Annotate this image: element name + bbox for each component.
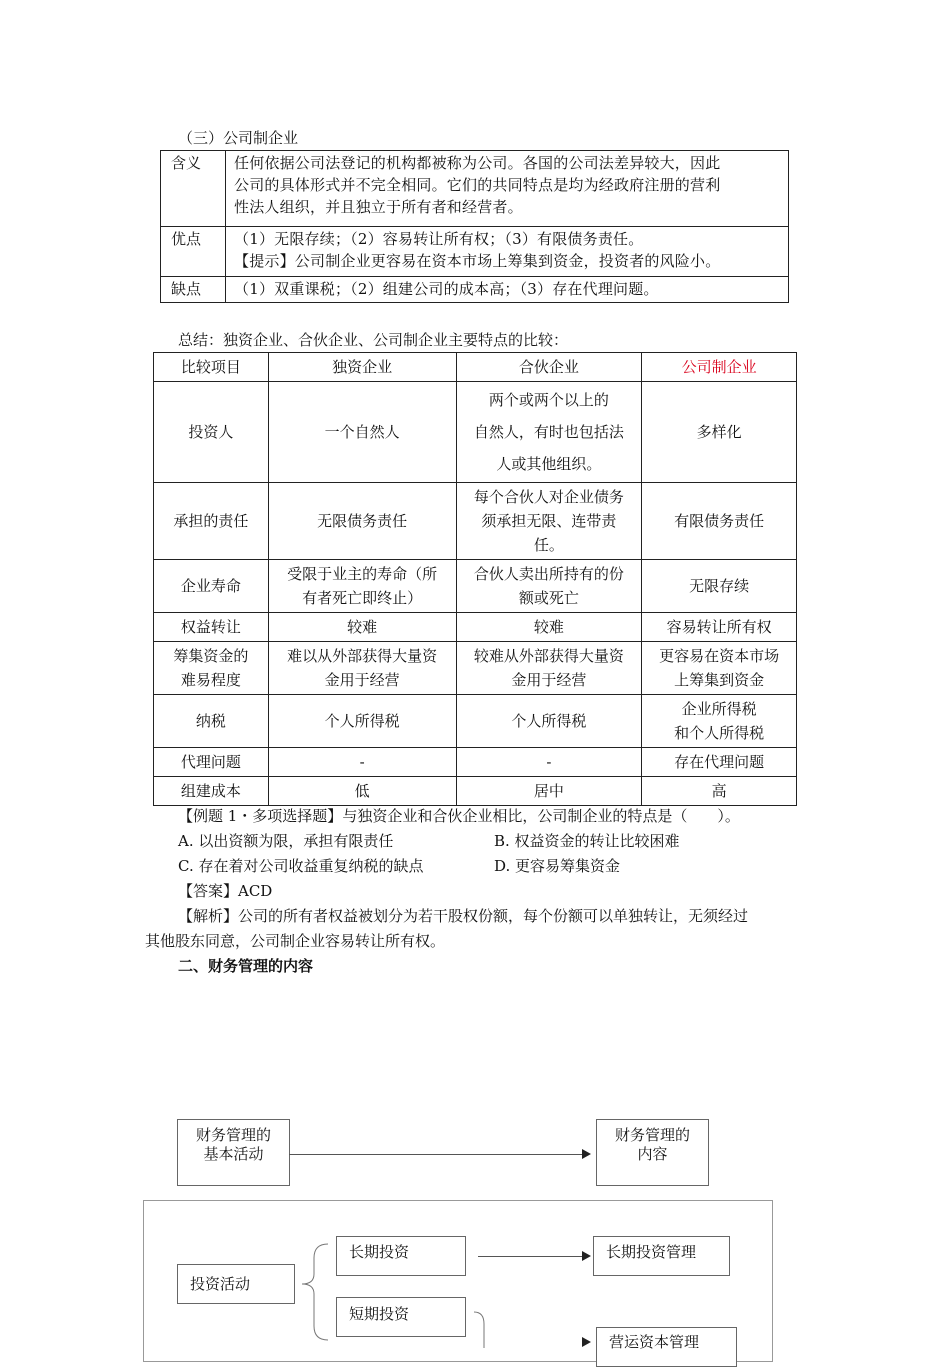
answer: 【答案】ACD — [178, 882, 273, 900]
option-b: B. 权益资金的转让比较困难 — [494, 832, 680, 850]
row-label-disadvantages: 缺点 — [161, 277, 226, 303]
cell-line: 个人所得税 — [511, 712, 587, 730]
box-basic-activity — [177, 1119, 290, 1186]
table-cell-sole — [268, 483, 456, 560]
cell-line: 金用于经营 — [324, 671, 400, 689]
box-text: 财务管理的 — [195, 1126, 271, 1144]
table-row — [154, 748, 797, 777]
cell-line: 企业寿命 — [180, 577, 241, 595]
table-cell-item — [154, 483, 269, 560]
cell-line: 存在代理问题 — [674, 753, 765, 771]
table-cell-partner — [456, 560, 642, 613]
text-line: 【提示】公司制企业更容易在资本市场上筹集到资金，投资者的风险小。 — [234, 252, 721, 270]
cell-line: 较难从外部获得大量资 — [473, 647, 624, 665]
cell-line: 难易程度 — [180, 671, 241, 689]
example-question: 【例题 1・多项选择题】与独资企业和合伙企业相比，公司制企业的特点是（ ）。 — [178, 807, 740, 825]
option-a: A. 以出资额为限，承担有限责任 — [178, 832, 394, 850]
cell-line: 须承担无限、连带责 — [481, 512, 617, 530]
cell-line: 有限债务责任 — [674, 512, 765, 530]
section2-title: 二、财务管理的内容 — [178, 957, 314, 975]
analysis-line-2: 其他股东同意，公司制企业容易转让所有权。 — [145, 932, 446, 950]
cell-line: 受限于业主的寿命（所 — [287, 565, 438, 583]
table-cell-corp — [642, 382, 797, 483]
option-d: D. 更容易筹集资金 — [494, 857, 621, 875]
box-short-term: 短期投资 — [336, 1297, 466, 1337]
cell-line: 承担的责任 — [173, 512, 249, 530]
company-table — [160, 150, 789, 303]
arrow-head-icon — [582, 1251, 591, 1261]
table-cell-partner — [456, 382, 642, 483]
text-line: 任何依据公司法登记的机构都被称为公司。各国的公司法差异较大，因此 — [234, 154, 721, 172]
comparison-table — [153, 352, 797, 806]
cell-line: 额或死亡 — [518, 589, 579, 607]
analysis-line-1: 【解析】公司的所有者权益被划分为若干股权份额，每个份额可以单独转让，无须经过 — [178, 907, 749, 925]
table-cell-sole — [268, 642, 456, 695]
box-long-term: 长期投资 — [336, 1236, 466, 1276]
box-text: 内容 — [637, 1145, 668, 1163]
table-row — [154, 777, 797, 806]
cell-line: 企业所得税 — [681, 700, 757, 718]
row-label-meaning: 含义 — [161, 151, 226, 227]
cell-line: 投资人 — [188, 423, 234, 441]
table-cell-sole — [268, 748, 456, 777]
box-working-capital: 营运资本管理 — [596, 1327, 737, 1367]
text-line: 性法人组织，并且独立于所有者和经营者。 — [234, 198, 523, 216]
cell-line: 组建成本 — [180, 782, 241, 800]
table-cell-item — [154, 642, 269, 695]
row-label-advantages: 优点 — [161, 227, 226, 277]
cell-line: 一个自然人 — [324, 423, 400, 441]
table-cell-sole — [268, 613, 456, 642]
table-row — [154, 613, 797, 642]
table-cell-item — [154, 382, 269, 483]
cell-line: 权益转让 — [180, 618, 241, 636]
arrow-line — [478, 1256, 586, 1257]
cell-line: 更容易在资本市场 — [659, 647, 780, 665]
summary-title: 总结：独资企业、合伙企业、公司制企业主要特点的比较： — [178, 331, 569, 349]
table-cell-item — [154, 695, 269, 748]
cell-line: 多样化 — [696, 423, 742, 441]
box-text: 基本活动 — [203, 1145, 264, 1163]
table-cell-sole — [268, 382, 456, 483]
header-cell-highlight: 公司制企业 — [642, 353, 797, 382]
cell-line: 无限债务责任 — [317, 512, 408, 530]
table-cell-item — [154, 613, 269, 642]
table-cell-sole — [268, 695, 456, 748]
cell-line: - — [546, 753, 552, 771]
cell-line: 和个人所得税 — [674, 724, 765, 742]
cell-line: 筹集资金的 — [173, 647, 249, 665]
cell-line: 无限存续 — [689, 577, 750, 595]
text-line: （1）双重课税；（2）组建公司的成本高；（3）存在代理问题。 — [234, 280, 659, 298]
cell-line: 上筹集到资金 — [674, 671, 765, 689]
arrow-head-icon — [582, 1149, 591, 1159]
table-cell-corp — [642, 748, 797, 777]
cell-line: 代理问题 — [180, 753, 241, 771]
text-line: （1）无限存续；（2）容易转让所有权；（3）有限债务责任。 — [234, 230, 644, 248]
table-cell-partner — [456, 777, 642, 806]
option-c: C. 存在着对公司收益重复纳税的缺点 — [178, 857, 424, 875]
cell-line: 任。 — [533, 536, 564, 554]
header-row — [154, 353, 797, 382]
section-title: （三）公司制企业 — [178, 129, 299, 147]
cell-line: 合伙人卖出所持有的份 — [473, 565, 624, 583]
table-row — [154, 642, 797, 695]
cell-line: - — [359, 753, 365, 771]
brace-icon — [296, 1240, 336, 1344]
brace-icon — [472, 1308, 492, 1348]
table-cell-partner — [456, 483, 642, 560]
row-body-meaning — [226, 151, 789, 227]
cell-line: 金用于经营 — [511, 671, 587, 689]
table-cell-partner — [456, 748, 642, 777]
table-cell-partner — [456, 695, 642, 748]
table-cell-corp — [642, 642, 797, 695]
table-cell-corp — [642, 483, 797, 560]
cell-line: 容易转让所有权 — [666, 618, 772, 636]
cell-line: 两个或两个以上的 — [488, 391, 609, 409]
cell-line: 有者死亡即终止） — [302, 589, 423, 607]
header-cell: 独资企业 — [268, 353, 456, 382]
table-cell-item — [154, 748, 269, 777]
table-cell-corp — [642, 613, 797, 642]
table-cell-sole — [268, 560, 456, 613]
row-body-disadvantages — [226, 277, 789, 303]
cell-line: 较难 — [347, 618, 378, 636]
cell-line: 低 — [354, 782, 370, 800]
table-cell-corp — [642, 695, 797, 748]
table-row — [154, 382, 797, 483]
cell-line: 个人所得税 — [324, 712, 400, 730]
cell-line: 纳税 — [195, 712, 226, 730]
box-long-term-mgmt: 长期投资管理 — [593, 1236, 730, 1276]
header-cell: 比较项目 — [154, 353, 269, 382]
arrow-head-icon — [582, 1337, 591, 1347]
table-cell-sole — [268, 777, 456, 806]
cell-line: 自然人，有时也包括法 — [473, 423, 624, 441]
table-cell-partner — [456, 642, 642, 695]
cell-line: 每个合伙人对企业债务 — [473, 488, 624, 506]
box-content — [596, 1119, 709, 1186]
cell-line: 难以从外部获得大量资 — [287, 647, 438, 665]
box-investment: 投资活动 — [177, 1264, 295, 1304]
arrow-line — [289, 1154, 585, 1155]
table-cell-corp — [642, 777, 797, 806]
text-line: 公司的具体形式并不完全相同。它们的共同特点是均为经政府注册的营利 — [234, 176, 721, 194]
cell-line: 较难 — [533, 618, 564, 636]
table-row — [154, 695, 797, 748]
table-row — [154, 560, 797, 613]
table-cell-corp — [642, 560, 797, 613]
table-cell-item — [154, 777, 269, 806]
table-cell-item — [154, 560, 269, 613]
table-row — [154, 483, 797, 560]
cell-line: 人或其他组织。 — [496, 455, 602, 473]
row-body-advantages — [226, 227, 789, 277]
box-text: 财务管理的 — [614, 1126, 690, 1144]
cell-line: 高 — [711, 782, 727, 800]
cell-line: 居中 — [533, 782, 564, 800]
header-cell: 合伙企业 — [456, 353, 642, 382]
table-cell-partner — [456, 613, 642, 642]
